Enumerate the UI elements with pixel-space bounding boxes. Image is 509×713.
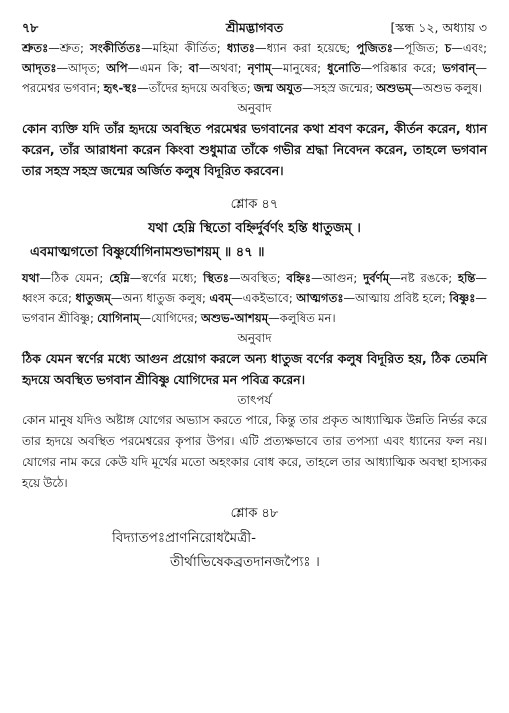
synonym-meaning: —মানুষের; xyxy=(271,61,328,75)
verse-line-2: এবমাত্মগতো বিষ্ণুর্যোগিনামশুভাশয়ম্ ॥ ৪৭ ॥ xyxy=(30,245,265,260)
synonym-term: ধাতুজম্ xyxy=(75,291,111,305)
purport-text: কোন মানুষ যদিও অষ্টাঙ্গ যোগের অভ্যাস করতে পারে, কিন্তু তার প্রকৃত আধ্যাত্মিক উন্নতি নির্ভর করে তার হৃদয়ে অবস্থিত পরমেশ্বরের কৃপার উপর। এটি প্রত্যক্ষভাবে তার তপস্যা এবং ধ্যানের ফল নয়। যোগের নাম করে কেউ যদি মূর্খের মতো অহংকার বোধ করে, তাহলে তার আধ্যাত্মিক অবস্থা হাস্যকর হয়ে উঠে। xyxy=(22,413,487,490)
purport-heading: তাৎপর্য xyxy=(237,393,272,407)
synonym-term: অশুভম্ xyxy=(376,81,412,95)
synonym-term: জন্ম অযুত xyxy=(253,81,302,95)
translation-heading: অনুবাদ xyxy=(237,101,272,115)
section-reference: [স্কন্ধ ১২, অধ্যায় ৩ xyxy=(390,20,487,35)
synonym-term: যথা xyxy=(22,271,40,285)
synonym-term: চ xyxy=(444,41,452,55)
verse-title-48: শ্লোক ৪৮ xyxy=(230,506,279,521)
verse-title-47: শ্লোক ৪৭ xyxy=(230,197,279,212)
synonym-term: নৃণাম্ xyxy=(247,61,272,75)
synonym-meaning: —স্বর্ণের মধ্যে; xyxy=(129,271,204,285)
synonym-term: হৃৎ-স্থঃ xyxy=(103,81,138,95)
synonym-meaning: —অশুভ কলুষ। xyxy=(411,81,483,95)
synonym-meaning: —আত্মায় প্রবিষ্ট হলে; xyxy=(343,291,450,305)
synonym-meaning: —মহিমা কীর্তিত; xyxy=(141,41,227,55)
synonym-meaning: —পূজিত; xyxy=(392,41,445,55)
synonym-term: আদৃতঃ xyxy=(22,61,57,75)
synonym-term: হেম্নি xyxy=(109,271,130,285)
synonym-term: বিষ্ণুঃ xyxy=(449,291,476,305)
synonym-term: শ্রুতঃ xyxy=(22,41,49,55)
synonym-meaning: —পরিষ্কার করে; xyxy=(360,61,443,75)
synonym-term: স্থিতঃ xyxy=(203,271,229,285)
synonym-term: অশুভ-আশয়ম্ xyxy=(201,311,269,325)
word-meanings-46 xyxy=(22,38,487,98)
synonym-term: দুর্বর্ণম্ xyxy=(363,271,390,285)
synonym-term: হন্তি xyxy=(458,271,476,285)
translation-47: ঠিক যেমন স্বর্ণের মধ্যে আগুন প্রয়োগ করলে অন্য ধাতুজ বর্ণের কলুষ বিদূরিত হয়, ঠিক তেমনি হৃদয়ে অবস্থিত ভগবান শ্রীবিষ্ণু যোগিদের মন পবিত্র করেন। xyxy=(22,351,487,387)
synonym-term: বহ্নিঃ xyxy=(286,271,312,285)
synonym-meaning: —এমন কি; xyxy=(127,61,189,75)
translation-heading: অনুবাদ xyxy=(237,331,272,345)
synonym-meaning: —আগুন; xyxy=(311,271,364,285)
synonym-term: সংকীর্তিতঃ xyxy=(90,41,142,55)
synonym-meaning: —একইভাবে; xyxy=(231,291,297,305)
synonym-meaning: —নষ্ট রঙকে; xyxy=(389,271,458,285)
synonym-term: পুজিতঃ xyxy=(356,41,393,55)
synonym-meaning: —কলুষিত মন। xyxy=(268,311,336,325)
synonym-meaning: —ধ্যান করা হয়েছে; xyxy=(255,41,357,55)
synonym-meaning: —অন্য ধাতুজ কলুষ; xyxy=(110,291,210,305)
synonym-meaning: —অথবা; xyxy=(198,61,248,75)
synonym-meaning: —ঠিক যেমন; xyxy=(39,271,110,285)
synonym-term: অপি xyxy=(106,61,128,75)
synonym-meaning: —ভগবান শ্রীবিষ্ণু; xyxy=(22,291,487,325)
page-number: ৭৮ xyxy=(22,20,39,35)
synonym-term: আত্মগতঃ xyxy=(296,291,344,305)
verse-48-line-2: তীর্থাভিষেকব্রতদানজপ্যৈঃ । xyxy=(170,554,320,570)
word-meanings-47 xyxy=(22,268,487,328)
synonym-meaning: —সহস্র জন্মের; xyxy=(301,81,377,95)
synonym-meaning: —যোগিদের; xyxy=(139,311,202,325)
verse-48-line-1: বিদ্যাতপঃপ্রাণনিরোধমৈত্রী- xyxy=(112,530,257,546)
synonym-meaning: —আদৃত; xyxy=(56,61,107,75)
synonym-term: বা xyxy=(188,61,199,75)
synonym-meaning: —অবস্থিত; xyxy=(228,271,287,285)
book-title: শ্রীমদ্ভাগবত xyxy=(225,20,284,35)
verse-line-1: যথা হেম্নি স্থিতো বহ্নির্দুর্বর্ণং হন্তি ধাতুজম্ । xyxy=(148,221,361,236)
translation-46: কোন ব্যক্তি যদি তাঁর হৃদয়ে অবস্থিত পরমেশ্বর ভগবানের কথা শ্রবণ করেন, কীর্তন করেন, ধ্যান করেন, তাঁর আরাধনা করেন কিংবা শুধুমাত্র তাঁকে গভীর শ্রদ্ধা নিবেদন করেন, তাহলে ভগবান তার সহস্র সহস্র জন্মের অর্জিত কলুষ বিদূরিত করবেন। xyxy=(22,121,487,178)
synonym-term: যোগিনাম্ xyxy=(97,311,140,325)
synonym-meaning: —পরমেশ্বর ভগবান; xyxy=(22,61,487,95)
synonym-meaning: —ধ্বংস করে; xyxy=(22,271,487,305)
synonym-meaning: —শ্রুত; xyxy=(48,41,91,55)
synonym-meaning: —তাঁদের হৃদয়ে অবস্থিত; xyxy=(137,81,254,95)
synonym-term: ধুনোতি xyxy=(327,61,361,75)
synonym-term: এবম্ xyxy=(209,291,232,305)
synonym-term: ভগবান্ xyxy=(442,61,476,75)
synonym-meaning: —এবং; xyxy=(451,41,487,55)
synonym-term: ধ্যাতঃ xyxy=(226,41,255,55)
page-header xyxy=(22,14,487,38)
